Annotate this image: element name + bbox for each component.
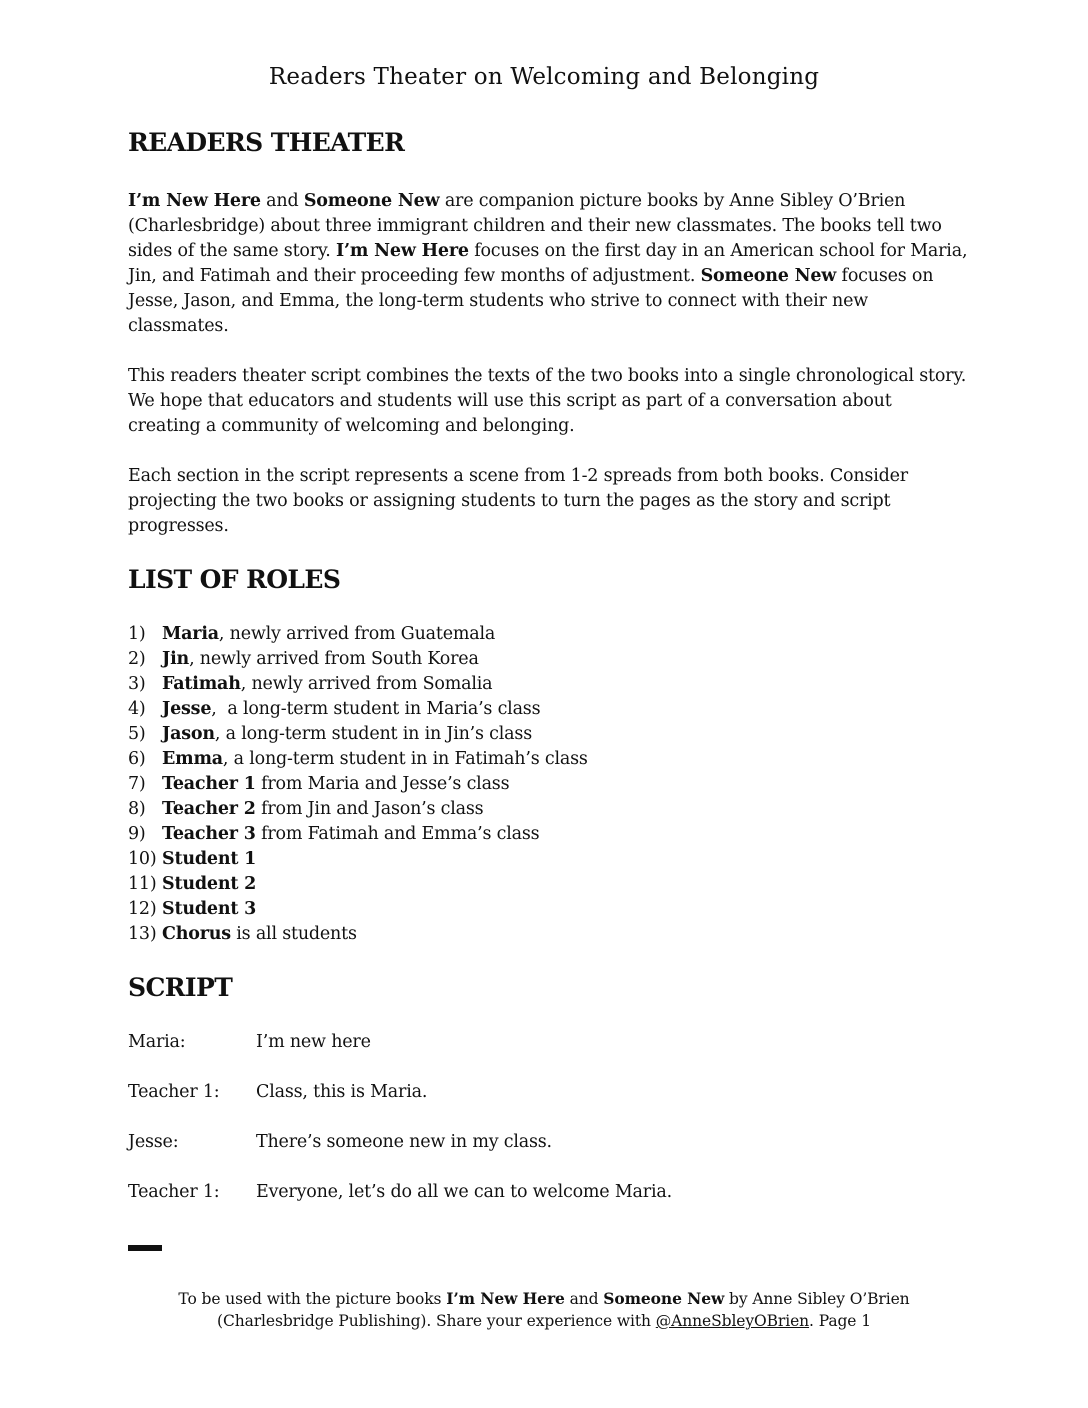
book-title: Someone New [603,1289,725,1308]
role-item [128,847,968,872]
role-description: from Maria and Jesse’s class [255,774,510,794]
role-text [162,847,256,872]
role-text [162,622,495,647]
role-item [128,622,968,647]
script-line [128,1180,968,1205]
script-line [128,1030,968,1055]
role-number: 13) [128,924,157,944]
intro-paragraph-3: Each section in the script represents a scene from 1-2 spreads from both books. Consider projecting the two books or assigning students to turn the pages as the story and script progresses. [128,466,908,536]
role-number: 3) [128,674,146,694]
section-heading-readers-theater: READERS THEATER [128,128,405,157]
role-item [128,672,968,697]
book-title: I’m New Here [336,241,469,261]
role-number: 9) [128,824,146,844]
role-name: Teacher 3 [162,824,256,844]
role-number: 2) [128,649,146,669]
divider-rule [128,1245,162,1251]
role-text [162,722,532,747]
footer [0,1288,1088,1332]
script-lines [128,1030,968,1205]
role-description: , a long-term student in Maria’s class [211,699,541,719]
role-number: 12) [128,899,157,919]
role-item [128,722,968,747]
role-item [128,647,968,672]
role-text [162,797,483,822]
role-description: from Fatimah and Emma’s class [255,824,540,844]
role-name: Jason [162,724,215,744]
script-line [128,1130,968,1155]
content [128,128,968,1205]
role-number: 4) [128,699,146,719]
role-text [162,747,588,772]
role-item [128,797,968,822]
role-description: , newly arrived from Guatemala [218,624,496,644]
role-name: Jin [162,649,190,669]
role-name: Chorus [162,924,231,944]
role-item [128,872,968,897]
role-item [128,922,968,947]
role-item [128,697,968,722]
role-item [128,822,968,847]
script-line [128,1080,968,1105]
role-text [162,872,256,897]
role-name: Student 1 [162,849,257,869]
book-title: Someone New [303,191,440,211]
section-heading-script: SCRIPT [128,973,233,1002]
role-name: Student 2 [162,874,257,894]
role-text [162,772,509,797]
role-name: Emma [162,749,223,769]
role-description: is all students [230,924,357,944]
role-description: , newly arrived from South Korea [189,649,479,669]
script-speaker: Maria: [128,1032,186,1052]
role-text [162,922,357,947]
role-description: , a long-term student in in Jin’s class [214,724,532,744]
intro-paragraph-2: This readers theater script combines the texts of the two books into a single chronological story. We hope that educators and students will use this script as part of a conversation about creating a community of welcoming and belonging. [128,366,967,436]
role-number: 1) [128,624,146,644]
role-description: from Jin and Jason’s class [255,799,484,819]
footer-line-2: (Charlesbridge Publishing). Share your experience with @AnneSbleyOBrien. Page 1 [217,1312,871,1330]
role-number: 7) [128,774,146,794]
role-text [162,897,256,922]
role-name: Maria [162,624,219,644]
role-item [128,747,968,772]
role-name: Student 3 [162,899,257,919]
script-speaker: Teacher 1: [128,1082,220,1102]
role-name: Jesse [162,699,212,719]
footer-line-1: To be used with the picture books I’m New Here and Someone New by Anne Sibley O’Brien [178,1289,910,1308]
role-name: Teacher 1 [162,774,256,794]
intro-paragraph-1: I’m New Here and Someone New are companion picture books by Anne Sibley O’Brien (Charlesbridge) about three immigrant children and their new classmates. The books tell two sides of the same story. I’m New Here focuses on the first day in an American school for Maria, Jin, and Fatimah and their proceeding few months of adjustment. Someone New focuses on Jesse, Jason, and Emma, the long-term students who strive to connect with their new classmates. [128,191,968,336]
role-name: Teacher 2 [162,799,256,819]
role-item [128,772,968,797]
script-text: Class, this is Maria. [256,1082,428,1102]
script-text: There’s someone new in my class. [256,1132,552,1152]
script-text: I’m new here [256,1032,371,1052]
script-speaker: Teacher 1: [128,1182,220,1202]
script-speaker: Jesse: [128,1132,179,1152]
role-name: Fatimah [162,674,241,694]
role-text [162,822,539,847]
role-description: , a long-term student in in Fatimah’s class [222,749,588,769]
running-title: Readers Theater on Welcoming and Belonging [268,64,820,90]
role-description: , newly arrived from Somalia [240,674,493,694]
section-heading-list-of-roles: LIST OF ROLES [128,565,341,594]
role-number: 5) [128,724,146,744]
role-number: 6) [128,749,146,769]
book-title: Someone New [700,266,837,286]
book-title: I’m New Here [128,191,261,211]
script-text: Everyone, let’s do all we can to welcome Maria. [256,1182,672,1202]
role-text [162,647,479,672]
role-number: 8) [128,799,146,819]
role-item [128,897,968,922]
role-text [162,697,540,722]
role-number: 11) [128,874,157,894]
roles-list [128,622,968,947]
book-title: I’m New Here [446,1289,565,1308]
role-number: 10) [128,849,157,869]
role-text [162,672,492,697]
social-handle-link[interactable]: @AnneSbleyOBrien [655,1312,810,1330]
